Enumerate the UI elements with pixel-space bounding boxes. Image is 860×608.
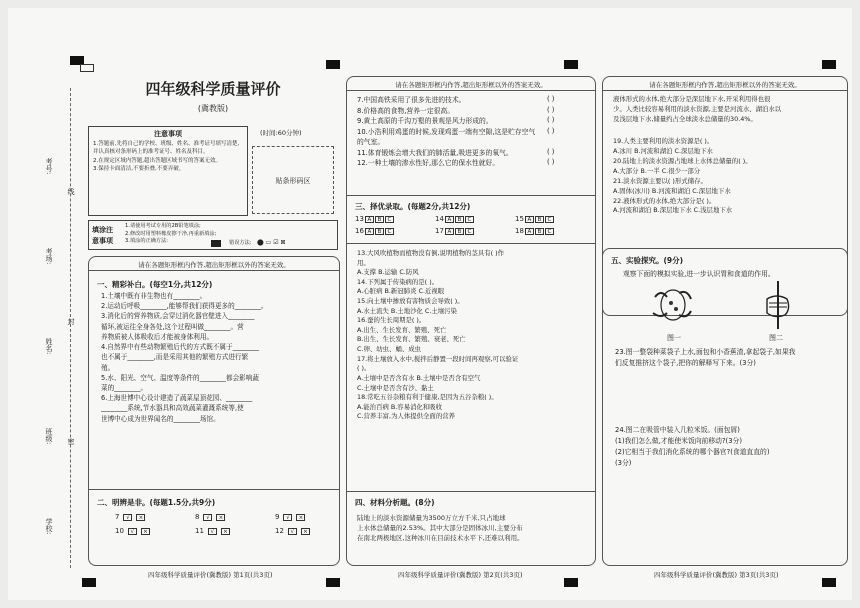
- section-4-title: 四、材料分析题。(8分): [355, 498, 435, 507]
- section-3-title: 三、择优录取。(每题2分,共12分): [355, 202, 471, 211]
- check-box[interactable]: √: [203, 514, 212, 521]
- kaohao-label: 考号:: [45, 158, 53, 175]
- choice-answer-cell[interactable]: [515, 227, 554, 235]
- option-box[interactable]: B: [535, 216, 544, 223]
- choice-question-line: 17.将土壤放入水中,搅拌后静置一段时间再观察,可以验证: [357, 354, 519, 363]
- check-box[interactable]: √: [128, 528, 137, 535]
- choice-number: 17: [435, 227, 444, 235]
- choice-question-line: A.固体(冰川) B.河流和湖泊 C.深层地下水: [613, 186, 731, 195]
- option-box[interactable]: B: [375, 216, 384, 223]
- cross-box[interactable]: ×: [221, 528, 230, 535]
- tf-answer-cell[interactable]: [275, 527, 310, 535]
- figure-1-hands-bag: [643, 283, 703, 329]
- xian-label: 线: [67, 188, 75, 195]
- name-label: 姓名:: [45, 338, 53, 355]
- question-23-line: 23.图一整袋种菜袋子上水,面包和小香蕉渣,拿起袋子,如果我: [615, 348, 796, 356]
- material-line: 陆地上的淡水资源储量为3500万立方千米,只占地球: [357, 514, 506, 522]
- choice-number: 16: [355, 227, 364, 235]
- choice-question-line: A.心脏病 B.新冠肺炎 C.近视眼: [357, 287, 445, 296]
- option-box[interactable]: C: [465, 228, 474, 235]
- cross-box[interactable]: ×: [296, 514, 305, 521]
- tf-answer-cell[interactable]: [195, 527, 230, 535]
- choice-question-line: A.支撑 B.运输 C.防风: [357, 268, 419, 277]
- cross-box[interactable]: ×: [216, 514, 225, 521]
- choice-question-line: C.营养丰富,为人体提供全面的营养: [357, 412, 455, 421]
- judge-question-line: 8.价格高的食物,营养一定很高。: [357, 106, 455, 115]
- option-box[interactable]: A: [445, 216, 454, 223]
- notes-item: 3.保持卡面清洁,不要折叠,不要弄破。: [93, 166, 185, 173]
- choice-answer-cell[interactable]: [515, 215, 554, 223]
- page-title: 四年级科学质量评价: [145, 80, 281, 98]
- answer-bracket[interactable]: ( ): [547, 95, 555, 103]
- judge-question-line: 12.一种土壤的渗水性好,那么它的保水性就好。: [357, 159, 500, 168]
- choice-question-line: 15.向土壤中掺放有害物质会导致( )。: [357, 297, 464, 306]
- registration-mark: [822, 60, 836, 69]
- check-box[interactable]: √: [288, 528, 297, 535]
- tf-number: 8: [195, 513, 200, 521]
- notes-box: [88, 126, 248, 216]
- registration-mark: [564, 578, 578, 587]
- judge-question-line: 10.小浩利用鸡蛋的时候,发现鸡蛋一端有空隙,这是贮存空气: [357, 127, 536, 136]
- tf-number: 9: [275, 513, 280, 521]
- fill-question-line: 菜的________。: [101, 383, 148, 392]
- wrong-method-label: 错误方法:: [229, 240, 252, 246]
- answer-bracket[interactable]: ( ): [547, 116, 555, 124]
- tf-answer-cell[interactable]: [115, 527, 150, 535]
- fill-label-1: 填涂注: [92, 226, 113, 234]
- choice-question-line: ( )。: [357, 364, 371, 373]
- registration-mark: [564, 60, 578, 69]
- notes-title: 注意事项: [154, 130, 182, 138]
- tf-number: 11: [195, 527, 204, 535]
- registration-mark: [326, 578, 340, 587]
- cross-box[interactable]: ×: [141, 528, 150, 535]
- correct-fill-sample: [211, 240, 221, 247]
- choice-question-line: 18.常吃五谷杂粮有利于健康,是因为五谷杂粮( )。: [357, 393, 498, 402]
- option-box[interactable]: B: [455, 228, 464, 235]
- binding-line: [70, 88, 71, 568]
- option-box[interactable]: C: [545, 216, 554, 223]
- choice-question-line: 21.淡水资源主要以( )形式储存。: [613, 176, 707, 185]
- fill-question-line: 世博中心成为世界闻名的________场馆。: [101, 414, 220, 423]
- choice-question-line: 19.人类主要利用的淡水资源是( )。: [613, 137, 714, 145]
- notes-item: 2.在规定区域内答题,超出答题区域书写的答案无效。: [93, 158, 221, 165]
- notes-item: 1.答题前,先将自己的学校、班级、姓名、准考证号填写清楚,并认真核对条形码上的准考证号、姓名及科目。: [93, 141, 240, 155]
- page1-footer: 四年级科学质量评价(冀教版) 第1页(共3页): [148, 571, 273, 579]
- page1-answer-region: [88, 256, 340, 566]
- choice-question-line: C.土壤中是否含有沙、黏土: [357, 383, 434, 392]
- section-1-title: 一、精彩补白。(每空1分,共12分): [97, 280, 213, 289]
- page2-footer: 四年级科学质量评价(冀教版) 第2页(共3页): [398, 571, 523, 579]
- cross-box[interactable]: ×: [136, 514, 145, 521]
- answer-bracket[interactable]: ( ): [547, 147, 555, 156]
- fill-question-line: 也不属于________,而是采用其他的繁殖方式进行繁: [101, 353, 249, 362]
- choice-question-line: 14.下列属于传染病的是( )。: [357, 277, 439, 286]
- choice-answer-cell[interactable]: [355, 215, 394, 223]
- fill-question-line: ________系统,节水器具和高效蔬菜灌溉系统等,使: [101, 404, 244, 413]
- experiment-intro: 观察下面的模拟实验,进一步认识胃和食道的作用。: [623, 270, 775, 278]
- kaochang-label: 考场:: [45, 248, 53, 265]
- judge-question-line: 7.中国高铁采用了很多先进的技术。: [357, 96, 466, 104]
- tf-number: 12: [275, 527, 284, 535]
- wrong-samples: ⬤ ▭ ☑ ⊠: [257, 239, 286, 246]
- option-box[interactable]: A: [525, 228, 534, 235]
- choice-question-line: 20.陆地上的淡水资源占地球上水体总储量的( )。: [613, 156, 752, 165]
- choice-question-line: 16.蚕的生长周期是( )。: [357, 316, 426, 325]
- fill-instructions: [88, 220, 338, 250]
- option-box[interactable]: A: [365, 228, 374, 235]
- option-box[interactable]: C: [465, 216, 474, 223]
- registration-mark: [822, 578, 836, 587]
- answer-bracket[interactable]: ( ): [547, 105, 555, 114]
- option-box[interactable]: C: [545, 228, 554, 235]
- option-box[interactable]: C: [385, 216, 394, 223]
- mi-label: 密: [67, 438, 75, 445]
- option-box[interactable]: B: [375, 228, 384, 235]
- choice-question-line: A.能治百病 B.容易消化和吸收: [357, 402, 443, 411]
- school-label: 学校:: [45, 518, 53, 535]
- check-box[interactable]: √: [123, 514, 132, 521]
- choice-question-line: A.土壤中是否含有水 B.土壤中是否含有空气: [357, 373, 481, 382]
- fill-question-line: 殖。: [101, 363, 115, 372]
- choice-question-line: B.出生、生长发育、繁殖、衰老、死亡: [357, 335, 466, 344]
- section-2-title: 二、明辨是非。(每题1.5分,共9分): [97, 498, 216, 507]
- choice-question-line: 22.液体形式的水体,绝大部分是( )。: [613, 196, 716, 205]
- fill-question-line: 5.水、阳光、空气、温度等条件的________都会影响蔬: [101, 373, 259, 382]
- tf-answer-cell[interactable]: [115, 513, 145, 521]
- choice-question-line: 用。: [357, 258, 370, 267]
- warning-text: 请在各题矩形框内作答,超出矩形框以外的答案无效。: [138, 261, 290, 269]
- fill-question-line: 2.运动后呼吸________,能够帮我们获得更多的________。: [101, 302, 268, 311]
- answer-bracket[interactable]: ( ): [547, 126, 555, 135]
- material-line: 上水体总储量的2.53%。其中大部分是固体冰川,主要分布: [357, 524, 523, 533]
- fill-item: 1.请使用考试专用的2B铅笔填涂;: [125, 223, 201, 229]
- feng-label: 封: [67, 318, 75, 325]
- judge-question-line: 11.体育锻炼会增大我们的肺活量,吸进更多的氧气。: [357, 148, 513, 157]
- judge-question-line: 的气室。: [357, 138, 385, 147]
- choice-answer-cell[interactable]: [435, 215, 474, 223]
- fill-question-line: 3.消化后的营养物质,会穿过消化器官壁进入________: [101, 312, 255, 321]
- registration-mark: [82, 578, 96, 587]
- option-box[interactable]: B: [535, 228, 544, 235]
- question-24-line: (2)它相当于我们消化系统的哪个器官?(食道直直的): [615, 447, 770, 456]
- fill-item: 3.填涂的正确方法:: [125, 238, 169, 245]
- corner-box: [80, 64, 94, 72]
- choice-question-line: A.冰川 B.河流和湖泊 C.深层地下水: [613, 146, 713, 155]
- choice-question-line: A.出生、生长发育、繁殖、死亡: [357, 325, 447, 334]
- material-line: 在南北两极地区,这种冰川在目前技术水平下,还难以利用。: [357, 534, 524, 543]
- figure-1-caption: 图一: [667, 334, 681, 342]
- warning-text: 请在各题矩形框内作答,超出矩形框以外的答案无效。: [395, 81, 547, 89]
- registration-mark: [326, 60, 340, 69]
- tf-number: 10: [115, 527, 124, 535]
- page3-footer: 四年级科学质量评价(冀教版) 第3页(共3页): [654, 571, 779, 579]
- class-label: 班级:: [45, 428, 53, 445]
- choice-question-line: A.大部分 B.一半 C.很少一部分: [613, 166, 701, 175]
- tf-number: 7: [115, 513, 120, 521]
- option-box[interactable]: C: [385, 228, 394, 235]
- material-line: 液体形式的水体,绝大部分是深层地下水,开采利用得也很: [613, 95, 771, 103]
- choice-answer-cell[interactable]: [355, 227, 394, 235]
- option-box[interactable]: A: [525, 216, 534, 223]
- question-24-line: 24.图二在吸管中装入几粒米饭。(面包屑): [615, 426, 740, 434]
- warning-text: 请在各题矩形框内作答,超出矩形框以外的答案无效。: [649, 81, 801, 89]
- material-line: 少。人类比较容易利用的淡水资源,主要是河流水、湖泊水以: [613, 104, 782, 113]
- figure-2-caption: 图二: [769, 334, 783, 342]
- question-24-line: (1)我们怎么做,才能使米饭向前移动?(3分): [615, 436, 742, 445]
- barcode-area: 贴条形码区: [252, 146, 334, 214]
- question-23-line: 们反复推挤这个袋子,把你的解释写下来。(3分): [615, 358, 756, 367]
- check-box[interactable]: √: [283, 514, 292, 521]
- edition: (冀教版): [197, 104, 229, 113]
- tf-answer-cell[interactable]: [195, 513, 225, 521]
- section-5-title: 五、实验探究。(9分): [611, 256, 684, 265]
- choice-number: 18: [515, 227, 524, 235]
- fill-label-2: 意事项: [92, 237, 113, 245]
- fill-item: 2.修改时用塑料橡皮擦干净,再重新填涂;: [125, 230, 217, 237]
- time-label: (时间:60分钟): [260, 129, 302, 137]
- answer-bracket[interactable]: ( ): [547, 158, 555, 166]
- fill-question-line: 4.自然界中有些动物繁殖后代的方式既不属于________: [101, 343, 259, 352]
- choice-answer-cell[interactable]: [435, 227, 474, 235]
- option-box[interactable]: A: [445, 228, 454, 235]
- cross-box[interactable]: ×: [301, 528, 310, 535]
- fill-question-line: 养物质被人体吸收后才能被身体利用。: [101, 332, 214, 341]
- page3-lower-region: [602, 248, 848, 566]
- choice-number: 15: [515, 215, 524, 223]
- choice-question-line: C.卵、幼虫、蛹、成虫: [357, 345, 422, 354]
- fill-question-line: 循环,被运往全身各处,这个过程叫做________。营: [101, 322, 244, 331]
- choice-question-line: 13.大风吹植物而植物没有倒,说明植物的茎具有( )作: [357, 249, 505, 257]
- choice-question-line: A.河流和湖泊 B.深层地下水 C.浅层地下水: [613, 206, 733, 215]
- fill-question-line: 6.上海世博中心设计建造了蔬菜屋顶花园、________: [101, 394, 253, 403]
- tf-answer-cell[interactable]: [275, 513, 305, 521]
- question-24-line: (3分): [615, 458, 632, 467]
- choice-number: 13: [355, 215, 364, 223]
- figure-2-hand-straw: [753, 279, 803, 331]
- material-line: 及浅层地下水,储量约占全球淡水总储量的30.4%。: [613, 114, 757, 123]
- exam-sheet: [8, 8, 852, 600]
- choice-question-line: A.水土流失 B.土地沙化 C.土壤污染: [357, 306, 457, 315]
- fill-question-line: 1.土壤中既有非生物也有________。: [101, 292, 207, 300]
- check-box[interactable]: √: [208, 528, 217, 535]
- choice-number: 14: [435, 215, 444, 223]
- judge-question-line: 9.黄土高原的千沟万壑的景观是风力形成的。: [357, 117, 493, 126]
- option-box[interactable]: B: [455, 216, 464, 223]
- page2-answer-region: [346, 76, 596, 566]
- option-box[interactable]: A: [365, 216, 374, 223]
